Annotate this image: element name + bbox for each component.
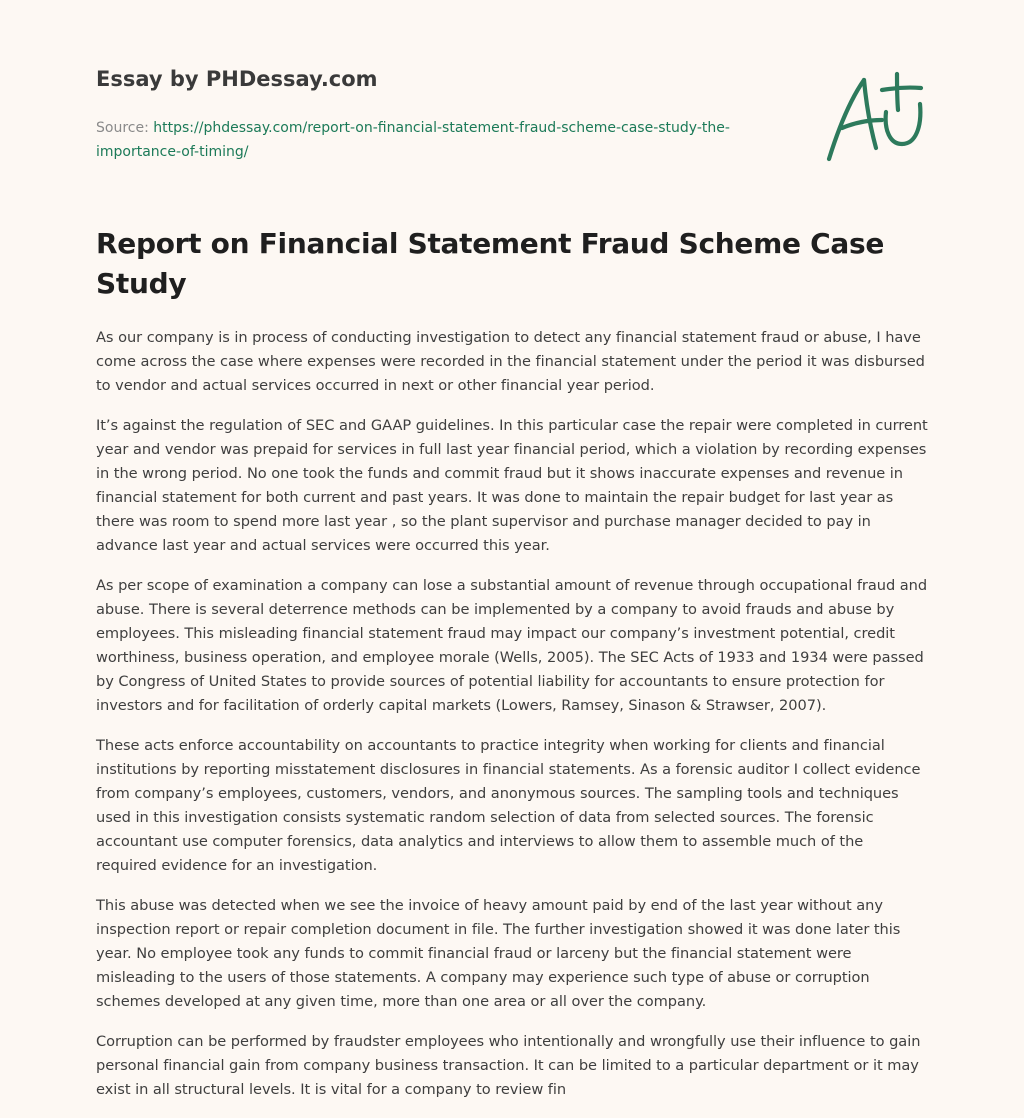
source-link[interactable]: https://phdessay.com/report-on-financial-statement-fraud-scheme-case-study-the-importance-of-timing/	[96, 120, 730, 160]
article-paragraph-1: As our company is in process of conducting investigation to detect any financial statement fraud or abuse, I have come across the case where expenses were recorded in the financial statement under the period it was disbursed to vendor and actual services occurred in next or other financial year period.	[96, 329, 925, 394]
article-paragraph-2: It’s against the regulation of SEC and GAAP guidelines. In this particular case the repair were completed in current year and vendor was prepaid for services in full last year financial period, which a violation by recording expenses in the wrong period. No one took the funds and commit fraud but it shows inaccurate expenses and revenue in financial statement for both current and past years. It was done to maintain the repair budget for last year as there was room to spend more last year , so the plant supervisor and purchase manager decided to pay in advance last year and actual services were occurred this year.	[96, 417, 928, 554]
source-line	[96, 116, 776, 164]
article-paragraph-4: These acts enforce accountability on accountants to practice integrity when working for clients and financial institutions by reporting misstatement disclosures in financial statements. As a forensic auditor I collect evidence from company’s employees, customers, vendors, and anonymous sources. The sampling tools and techniques used in this investigation consists systematic random selection of data from selected sources. The forensic accountant use computer forensics, data analytics and interviews to allow them to assemble much of the required evidence for an investigation.	[96, 737, 921, 874]
article-paragraph-6: Corruption can be performed by fraudster employees who intentionally and wrongfully use their influence to gain personal financial gain from company business transaction. It can be limited to a particular department or it may exist in all structural levels. It is vital for a company to review fin	[96, 1033, 921, 1098]
page-header	[96, 64, 928, 164]
a-plus-logo	[820, 68, 930, 164]
article	[96, 224, 928, 1118]
article-paragraph-5: This abuse was detected when we see the invoice of heavy amount paid by end of the last year without any inspection report or repair completion document in file. The further investigation showed it was done later this year. No employee took any funds to commit financial fraud or larceny but the financial statement were misleading to the users of those statements. A company may experience such type of abuse or corruption schemes developed at any given time, more than one area or all over the company.	[96, 897, 901, 1010]
a-plus-logo-icon	[820, 68, 930, 164]
site-title: Essay by PHDessay.com	[96, 67, 378, 91]
article-title: Report on Financial Statement Fraud Scheme Case Study	[96, 227, 885, 300]
article-paragraph-3: As per scope of examination a company can lose a substantial amount of revenue through occupational fraud and abuse. There is several deterrence methods can be implemented by a company to avoid frauds and abuse by employees. This misleading financial statement fraud may impact our company’s investment potential, credit worthiness, business operation, and employee morale (Wells, 2005). The SEC Acts of 1933 and 1934 were passed by Congress of United States to provide sources of potential liability for accountants to ensure protection for investors and for facilitation of orderly capital markets (Lowers, Ramsey, Sinason & Strawser, 2007).	[96, 577, 928, 714]
source-label: Source:	[96, 120, 154, 136]
